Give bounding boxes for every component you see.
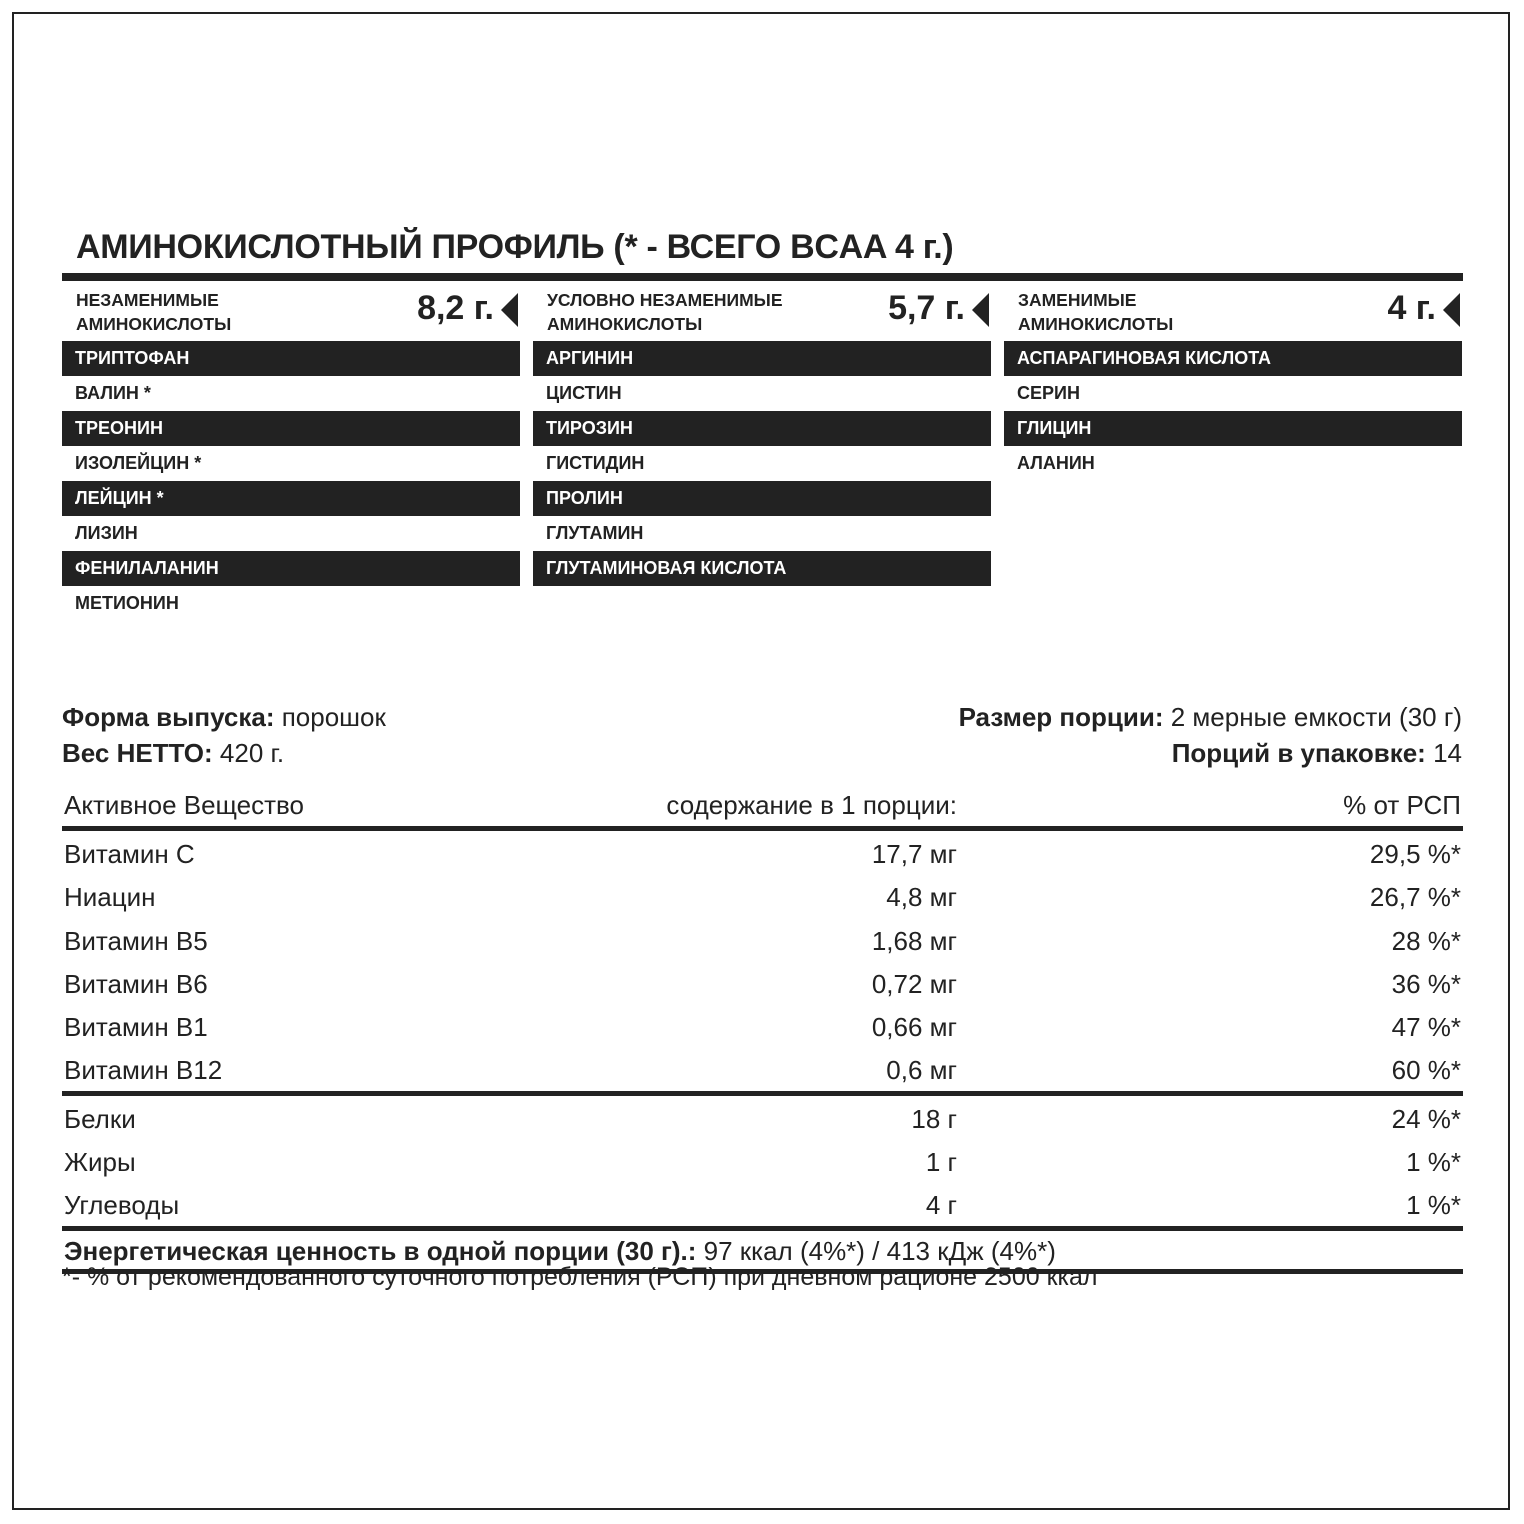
amino-item: ЦИСТИН [546, 383, 622, 403]
serving-size-label: Размер порции: [958, 702, 1164, 732]
servings-per-package-label: Порций в упаковке: [1171, 738, 1426, 768]
amino-column-header [533, 281, 991, 341]
energy-label: Энергетическая ценность в одной порции (30 г).: [64, 1235, 697, 1266]
amino-item: ИЗОЛЕЙЦИН * [75, 453, 202, 473]
amino-column-essential [62, 281, 520, 621]
amino-column-total: 8,2 г. [417, 289, 494, 327]
row-pct: 24 %* [1391, 1103, 1461, 1134]
footnote: *- % от рекомендованного суточного потребления (РСП) при дневном рационе 2500 ккал [62, 1263, 1098, 1291]
amino-column-total: 4 г. [1387, 289, 1436, 327]
amino-item: ГИСТИДИН [546, 453, 645, 473]
table-row [62, 1182, 1463, 1225]
row-pct: 26,7 %* [1369, 882, 1461, 913]
amino-column-nonessential [1004, 281, 1462, 481]
amino-item: МЕТИОНИН [75, 593, 179, 613]
amino-column-label: УСЛОВНО НЕЗАМЕНИМЫЕ АМИНОКИСЛОТЫ [547, 290, 783, 334]
amino-column-header [1004, 281, 1462, 341]
amino-item: ГЛУТАМИНОВАЯ КИСЛОТА [533, 551, 991, 586]
amino-title-rule [62, 273, 1463, 281]
amino-item: АЛАНИН [1017, 453, 1095, 473]
row-pct: 60 %* [1391, 1055, 1461, 1086]
row-name: Витамин В6 [64, 968, 208, 999]
release-form [62, 702, 386, 733]
row-name: Витамин В5 [64, 925, 208, 956]
row-amount: 0,66 мг [871, 1012, 957, 1043]
amino-column-conditional [533, 281, 991, 586]
header-name: Активное Вещество [64, 790, 305, 820]
amino-item: АРГИНИН [533, 341, 991, 376]
amino-item: ТИРОЗИН [533, 411, 991, 446]
amino-item: ГЛИЦИН [1004, 411, 1462, 446]
amino-item: ТРЕОНИН [62, 411, 520, 446]
row-name: Жиры [64, 1147, 136, 1178]
table-row [62, 918, 1463, 961]
release-form-value: порошок [274, 702, 386, 732]
amino-item: ФЕНИЛАЛАНИН [62, 551, 520, 586]
table-row [62, 1139, 1463, 1182]
table-row [62, 1047, 1463, 1090]
amino-column-label: НЕЗАМЕНИМЫЕ АМИНОКИСЛОТЫ [76, 290, 232, 334]
amino-item: СЕРИН [1017, 383, 1080, 403]
release-form-label: Форма выпуска: [62, 702, 275, 732]
net-weight-label: Вес НЕТТО: [62, 738, 213, 768]
row-pct: 29,5 %* [1369, 839, 1461, 869]
nutrition-table-header [62, 782, 1463, 826]
header-amount: содержание в 1 порции: [666, 790, 957, 820]
table-row [62, 831, 1463, 874]
row-amount: 4 г [925, 1190, 957, 1221]
row-amount: 0,6 мг [886, 1055, 957, 1086]
row-amount: 1 г [925, 1147, 957, 1178]
header-pct: % от РСП [1343, 790, 1461, 820]
amino-item: АСПАРАГИНОВАЯ КИСЛОТА [1004, 341, 1462, 376]
row-pct: 1 %* [1406, 1147, 1461, 1178]
row-pct: 28 %* [1391, 925, 1461, 956]
table-row [62, 874, 1463, 917]
serving-size-value: 2 мерные емкости (30 г) [1163, 702, 1462, 732]
amino-item: ВАЛИН * [75, 383, 151, 403]
row-pct: 36 %* [1391, 968, 1461, 999]
amino-item: ТРИПТОФАН [62, 341, 520, 376]
row-amount: 17,7 мг [871, 839, 957, 869]
amino-column-label: ЗАМЕНИМЫЕ АМИНОКИСЛОТЫ [1018, 290, 1174, 334]
energy-value: 97 ккал (4%*) / 413 кДж (4%*) [696, 1235, 1056, 1266]
table-row [62, 1004, 1463, 1047]
amino-item: ГЛУТАМИН [546, 523, 644, 543]
row-amount: 0,72 мг [871, 968, 957, 999]
row-pct: 47 %* [1391, 1012, 1461, 1043]
nutrition-table [62, 782, 1463, 1274]
amino-item: ПРОЛИН [533, 481, 991, 516]
row-amount: 4,8 мг [886, 882, 957, 913]
row-pct: 1 %* [1406, 1190, 1461, 1221]
row-amount: 1,68 мг [871, 925, 957, 956]
row-name: Витамин С [64, 839, 195, 869]
table-row [62, 1096, 1463, 1139]
triangle-marker-icon [501, 293, 518, 327]
net-weight [62, 738, 284, 769]
servings-per-package [1172, 738, 1462, 769]
row-name: Белки [64, 1103, 136, 1134]
row-name: Витамин В12 [64, 1055, 223, 1086]
amino-profile-title: АМИНОКИСЛОТНЫЙ ПРОФИЛЬ (* - ВСЕГО BCAA 4 г.) [76, 228, 954, 266]
amino-item: ЛИЗИН [75, 523, 138, 543]
servings-per-package-value: 14 [1425, 738, 1462, 768]
triangle-marker-icon [1443, 293, 1460, 327]
row-name: Углеводы [64, 1190, 180, 1221]
row-amount: 18 г [911, 1103, 957, 1134]
amino-item: ЛЕЙЦИН * [62, 481, 520, 516]
row-name: Витамин В1 [64, 1012, 208, 1043]
amino-column-total: 5,7 г. [888, 289, 965, 327]
triangle-marker-icon [972, 293, 989, 327]
amino-column-header [62, 281, 520, 341]
net-weight-value: 420 г. [212, 738, 285, 768]
serving-size [959, 702, 1462, 733]
row-name: Ниацин [64, 882, 156, 913]
table-row [62, 961, 1463, 1004]
